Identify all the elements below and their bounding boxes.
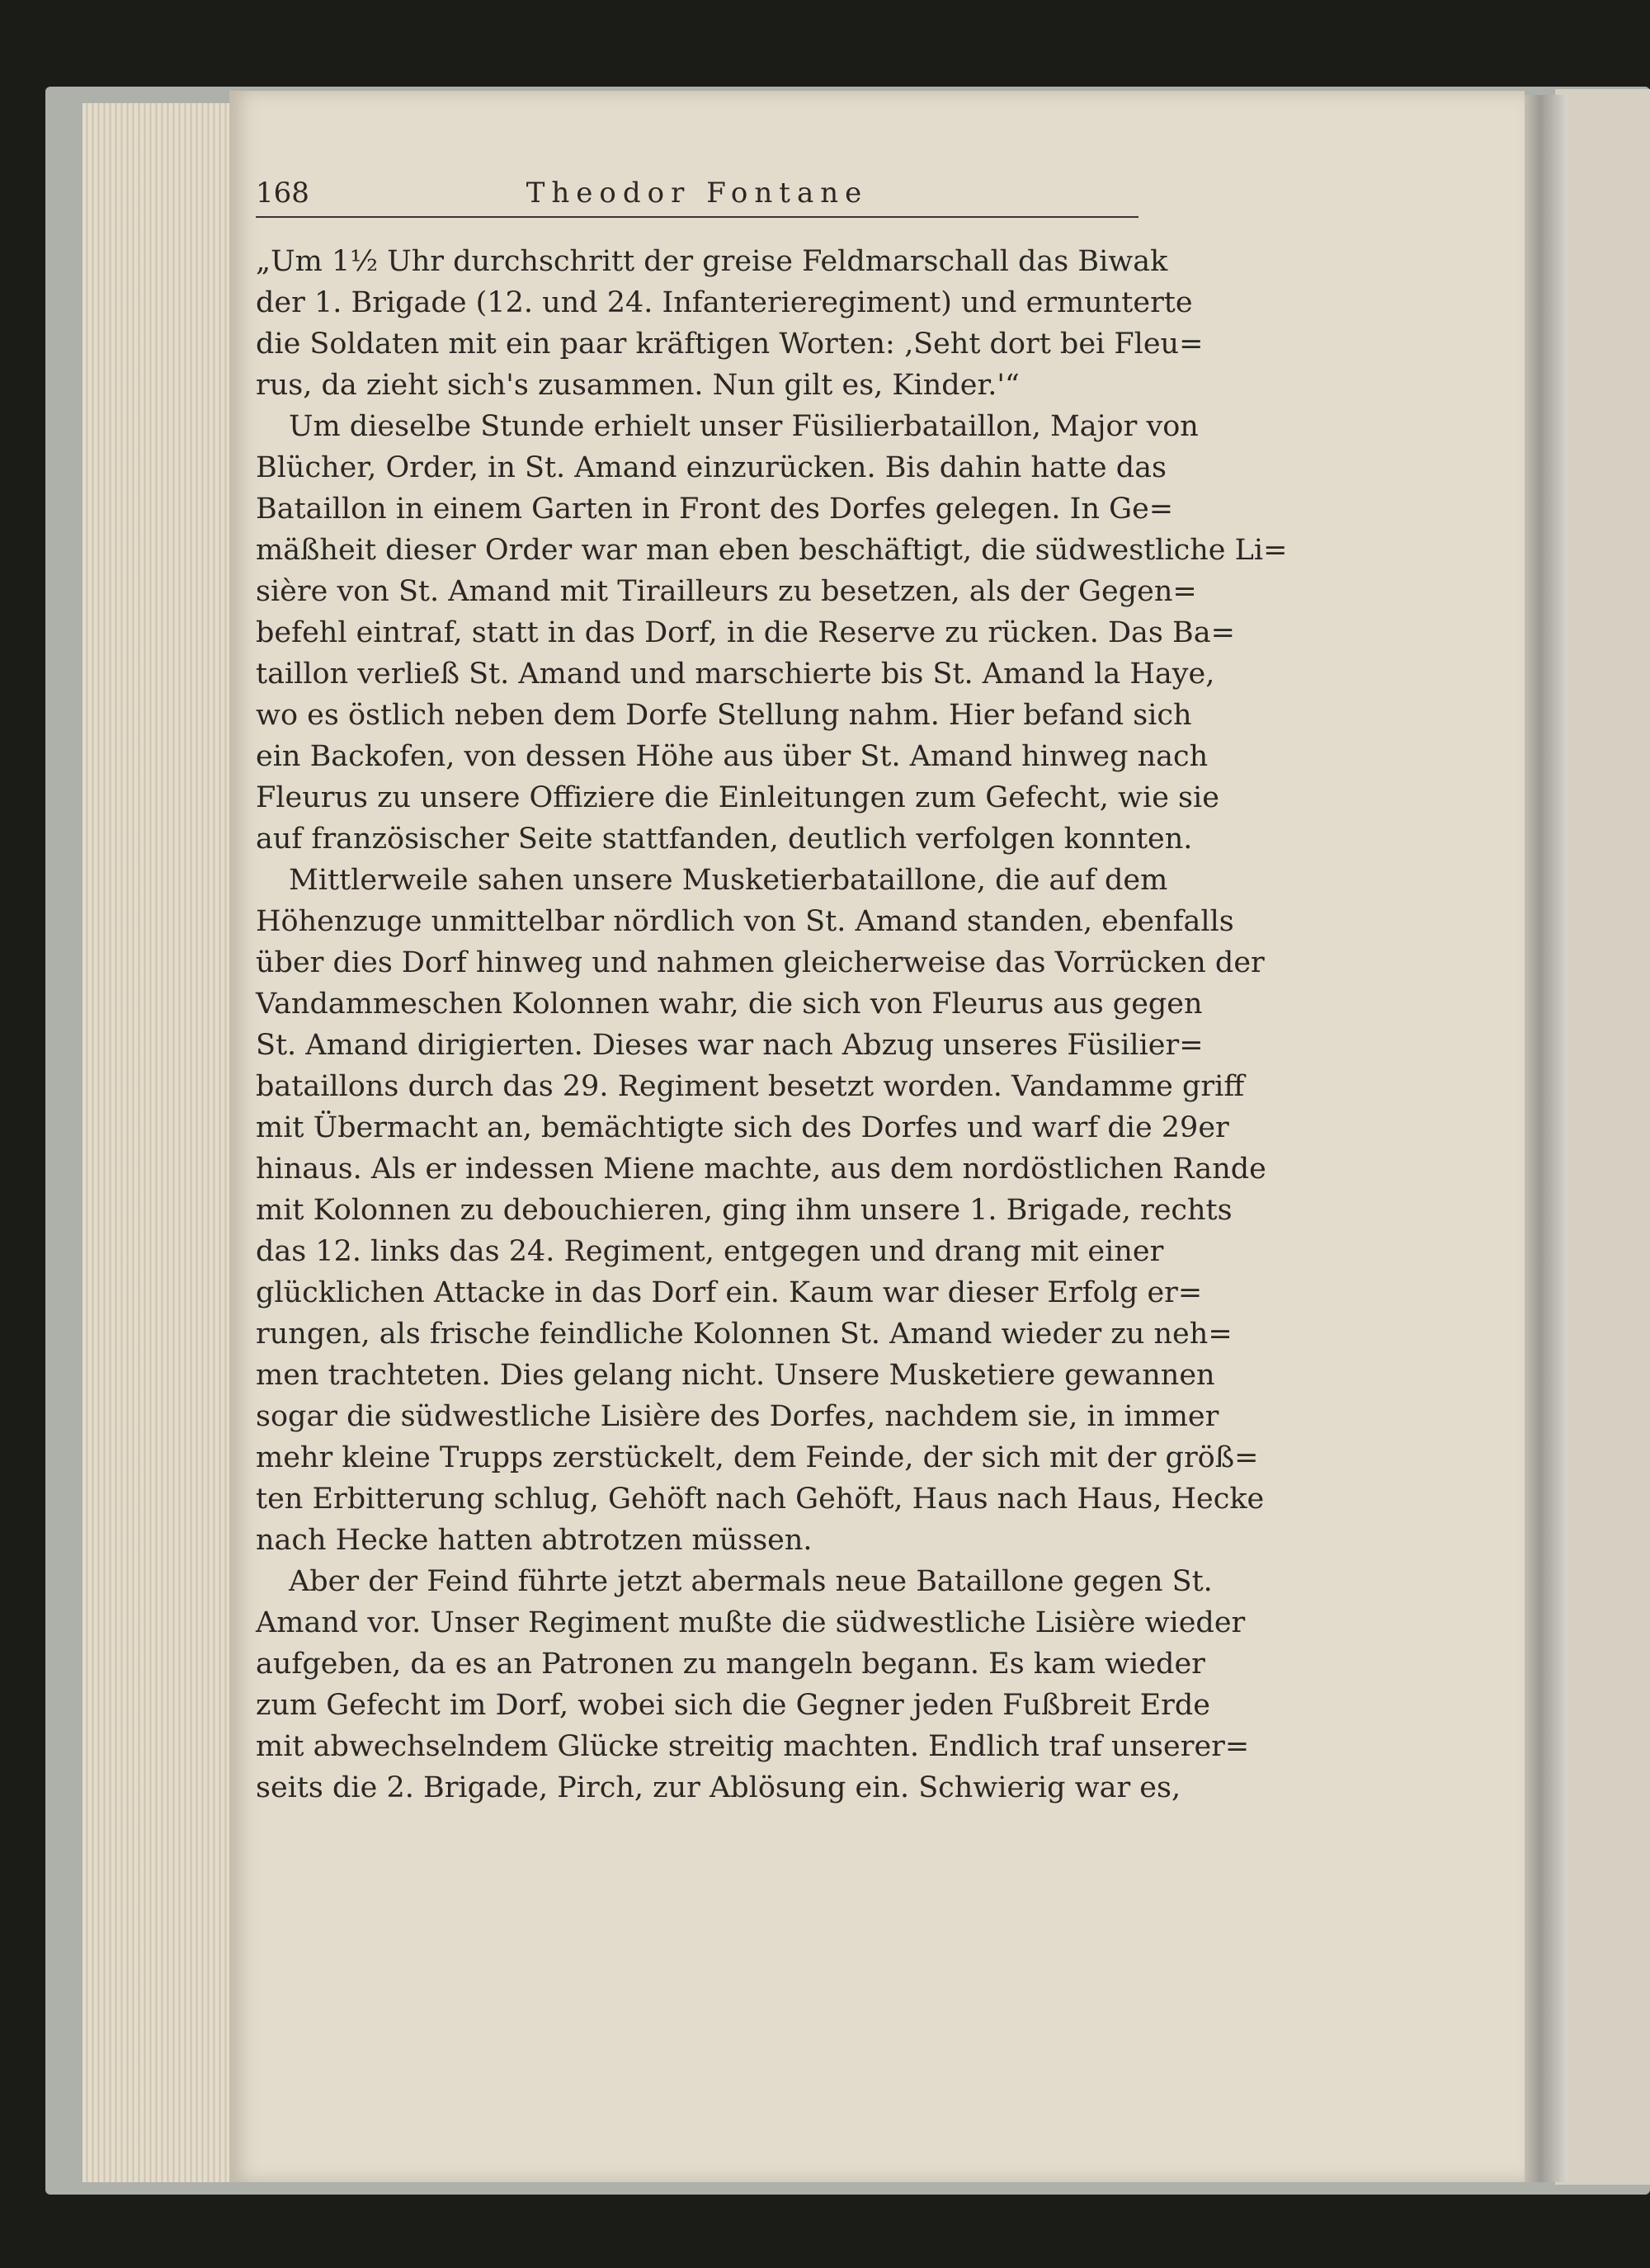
text-line: das 12. links das 24. Regiment, entgegen und drang mit einer bbox=[256, 1235, 1164, 1268]
text-line: hinaus. Als er indessen Miene machte, aus dem nordöstlichen Rande bbox=[256, 1153, 1266, 1186]
text-line: rus, da zieht sich's zusammen. Nun gilt es, Kinder.'“ bbox=[256, 369, 1020, 402]
text-line: St. Amand dirigierten. Dieses war nach Abzug unseres Füsilier= bbox=[256, 1029, 1204, 1062]
text-line: mäßheit dieser Order war man eben beschäftigt, die südwestliche Li= bbox=[256, 534, 1288, 567]
text-line: rungen, als frische feindliche Kolonnen St. Amand wieder zu neh= bbox=[256, 1318, 1233, 1351]
text-line: Vandammeschen Kolonnen wahr, die sich von Fleurus aus gegen bbox=[256, 988, 1203, 1021]
text-line: glücklichen Attacke in das Dorf ein. Kaum war dieser Erfolg er= bbox=[256, 1276, 1203, 1309]
text-line: sogar die südwestliche Lisière des Dorfes, nachdem sie, in immer bbox=[256, 1400, 1219, 1433]
text-line: Aber der Feind führte jetzt abermals neue Bataillone gegen St. bbox=[289, 1565, 1213, 1598]
page-edges bbox=[82, 103, 235, 2182]
text-line: ten Erbitterung schlug, Gehöft nach Gehöft, Haus nach Haus, Hecke bbox=[256, 1483, 1265, 1516]
book-gutter bbox=[1522, 95, 1568, 2182]
text-line: men trachteten. Dies gelang nicht. Unsere Musketiere gewannen bbox=[256, 1359, 1215, 1392]
text-line: Fleurus zu unsere Offiziere die Einleitungen zum Gefecht, wie sie bbox=[256, 781, 1219, 814]
text-line: wo es östlich neben dem Dorfe Stellung nahm. Hier befand sich bbox=[256, 699, 1192, 732]
text-line: mit abwechselndem Glücke streitig machten. Endlich traf unserer= bbox=[256, 1730, 1250, 1763]
text-line: Bataillon in einem Garten in Front des Dorfes gelegen. In Ge= bbox=[256, 493, 1174, 526]
text-line: taillon verließ St. Amand und marschierte bis St. Amand la Haye, bbox=[256, 658, 1215, 691]
text-line: die Soldaten mit ein paar kräftigen Worten: ‚Seht dort bei Fleu= bbox=[256, 328, 1204, 361]
page-header bbox=[256, 175, 1138, 218]
text-line: seits die 2. Brigade, Pirch, zur Ablösung ein. Schwierig war es, bbox=[256, 1771, 1181, 1804]
text-line: Amand vor. Unser Regiment mußte die südwestliche Lisière wieder bbox=[256, 1606, 1246, 1639]
text-line: Mittlerweile sahen unsere Musketierbataillone, die auf dem bbox=[289, 864, 1168, 897]
text-line: „Um 1½ Uhr durchschritt der greise Feldmarschall das Biwak bbox=[256, 245, 1168, 278]
text-line: auf französischer Seite stattfanden, deutlich verfolgen konnten. bbox=[256, 823, 1193, 856]
body-text bbox=[256, 241, 1288, 1808]
text-line: aufgeben, da es an Patronen zu mangeln begann. Es kam wieder bbox=[256, 1648, 1205, 1681]
text-line: ein Backofen, von dessen Höhe aus über St. Amand hinweg nach bbox=[256, 740, 1209, 773]
text-line: mehr kleine Trupps zerstückelt, dem Feinde, der sich mit der größ= bbox=[256, 1441, 1259, 1474]
text-line: über dies Dorf hinweg und nahmen gleicherweise das Vorrücken der bbox=[256, 946, 1265, 979]
text-line: Höhenzuge unmittelbar nördlich von St. Amand standen, ebenfalls bbox=[256, 905, 1234, 938]
facing-page bbox=[1555, 89, 1650, 2185]
text-line: mit Kolonnen zu debouchieren, ging ihm unsere 1. Brigade, rechts bbox=[256, 1194, 1233, 1227]
text-line: der 1. Brigade (12. und 24. Infanterieregiment) und ermunterte bbox=[256, 286, 1193, 319]
page-number: 168 bbox=[256, 177, 309, 210]
text-line: zum Gefecht im Dorf, wobei sich die Gegner jeden Fußbreit Erde bbox=[256, 1689, 1210, 1722]
text-line: sière von St. Amand mit Tirailleurs zu besetzen, als der Gegen= bbox=[256, 575, 1197, 608]
text-line: befehl eintraf, statt in das Dorf, in die Reserve zu rücken. Das Ba= bbox=[256, 616, 1235, 649]
text-line: mit Übermacht an, bemächtigte sich des Dorfes und warf die 29er bbox=[256, 1111, 1229, 1144]
running-title: Theodor Fontane bbox=[526, 177, 869, 210]
text-line: bataillons durch das 29. Regiment besetzt worden. Vandamme griff bbox=[256, 1070, 1245, 1103]
text-line: nach Hecke hatten abtrotzen müssen. bbox=[256, 1524, 813, 1557]
text-line: Um dieselbe Stunde erhielt unser Füsilierbataillon, Major von bbox=[289, 410, 1199, 443]
text-line: Blücher, Order, in St. Amand einzurücken. Bis dahin hatte das bbox=[256, 451, 1167, 484]
